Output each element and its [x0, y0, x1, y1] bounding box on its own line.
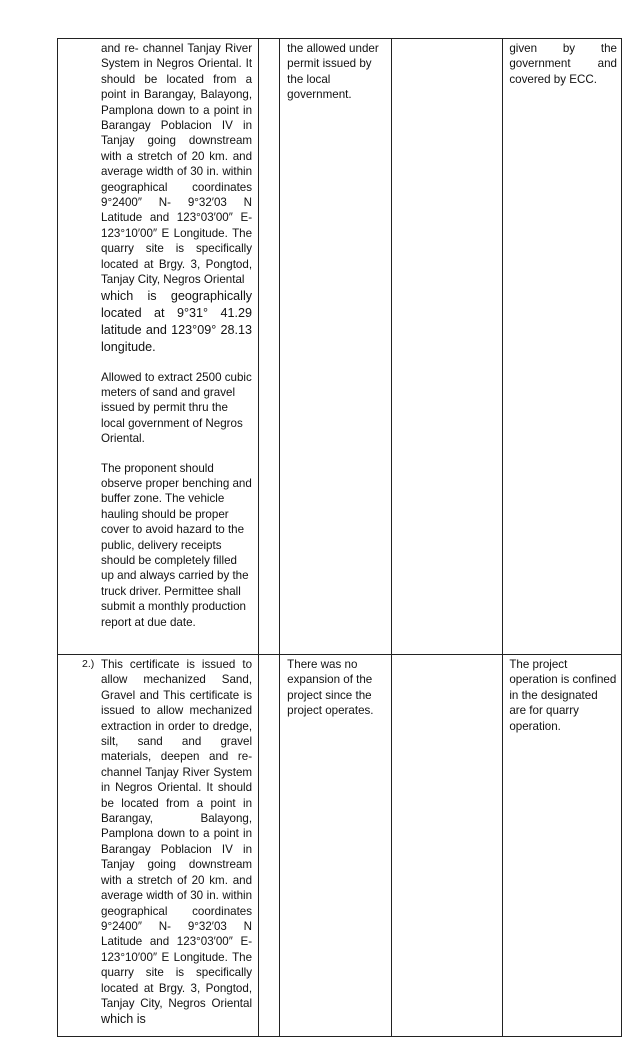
extraction-allowance-text: Allowed to extract 2500 cubic meters of sand and gravel issued by permit thru the local government of Negros Oriental.	[101, 370, 252, 446]
condition-text: This certificate is issued to allow mechanized Sand, Gravel and This certificate is issued to allow mechanized extraction in order to dredge, silt, sand and gravel materials, deepen and re- channel Tanjay River System in Negros Oriental. It should be located from a point in Barangay, Balayong, Pamplona down to a point in Barangay Poblacion IV in Tanjay going downstream with a stretch of 20 km. and average width of 30 in. within geographical coordinates 9°2400″ N- 9°32′03 N Latitude and 123°03′00″ E- 123°10′00″ E Longitude. The quarry site is specifically located at Brgy. 3, Pongtod, Tanjay City, Negros Oriental	[101, 658, 253, 1010]
remarks-text: given by the government and covered by ECC.	[509, 42, 617, 86]
table-row	[58, 655, 622, 1037]
remarks-cell	[503, 655, 622, 1037]
site-text: The quarry site is specifically located at Brgy. 3, Pongtod, Tanjay City, Negros Oriental	[101, 226, 253, 287]
condition-tail-text: which is	[101, 1012, 146, 1027]
status-cell	[280, 39, 392, 655]
condition-cell	[58, 39, 259, 655]
coordinates-text: 9°2400″ N- 9°32′03 N Latitude and 123°03′00″ E- 123°10′00″ E Longitude.	[101, 196, 253, 240]
condition-text: and re- channel Tanjay River System in Negros Oriental. It should be located from a point in Barangay, Balayong, Pamplona down to a point in Barangay Poblacion IV in Tanjay going downstream with a stretch of 20 km. and average width of 30 in. within geographical coordinates	[101, 42, 253, 194]
condition-cell	[58, 655, 259, 1037]
geo-location-text: which is geographically located at 9°31° 41.29 latitude and 123°09° 28.13 longitude.	[101, 288, 253, 354]
remarks-cell	[503, 39, 622, 655]
empty-cell	[391, 655, 503, 1037]
status-text: There was no expansion of the project since the project operates.	[287, 658, 374, 718]
spacer-cell	[259, 39, 280, 655]
empty-cell	[391, 39, 503, 655]
remarks-text: The project operation is confined in the designated are for quarry operation.	[509, 658, 617, 733]
item-number: 2.)	[82, 658, 95, 670]
table-row	[58, 39, 622, 655]
compliance-table	[57, 38, 622, 1037]
proponent-obligation-text: The proponent should observe proper benching and buffer zone. The vehicle hauling should be proper cover to avoid hazard to the public, delivery receipts should be completely filled up and always carried by the truck driver. Permittee shall submit a monthly production report at due date.	[101, 461, 252, 629]
spacer-cell	[259, 655, 280, 1037]
status-cell	[280, 655, 392, 1037]
status-text: the allowed under permit issued by the local government.	[287, 42, 379, 102]
